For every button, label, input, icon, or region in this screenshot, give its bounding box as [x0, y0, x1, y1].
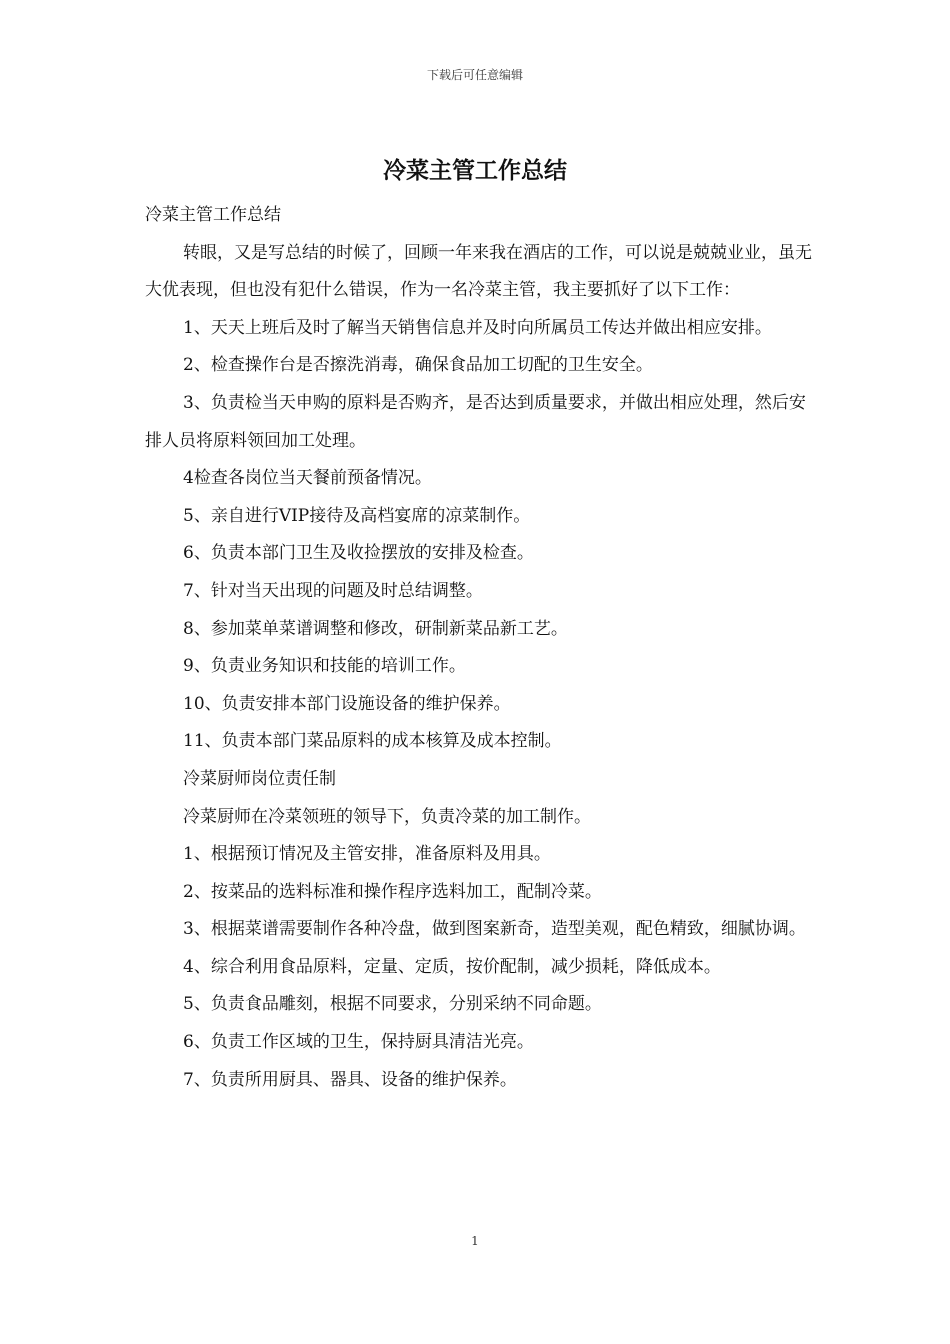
paragraph-item: 4检查各岗位当天餐前预备情况。 — [183, 468, 432, 489]
paragraph-item: 6、负责工作区域的卫生，保持厨具清洁光亮。 — [183, 1032, 534, 1053]
paragraph-item: 7、负责所用厨具、器具、设备的维护保养。 — [183, 1069, 517, 1090]
paragraph-item: 9、负责业务知识和技能的培训工作。 — [183, 656, 466, 677]
paragraph-intro: 冷菜厨师在冷菜领班的领导下，负责冷菜的加工制作。 — [183, 806, 591, 827]
paragraph-item: 7、针对当天出现的问题及时总结调整。 — [183, 580, 483, 601]
page-number: 1 — [471, 1234, 479, 1248]
paragraph-item: 10、负责安排本部门设施设备的维护保养。 — [183, 693, 511, 714]
paragraph-item: 3、负责检当天申购的原料是否购齐，是否达到质量要求，并做出相应处理，然后安排人员将原料领回加工处理。 — [145, 392, 806, 451]
paragraph-item: 5、亲自进行VIP接待及高档宴席的凉菜制作。 — [183, 505, 531, 526]
document-title: 冷菜主管工作总结 — [383, 158, 567, 184]
paragraph-item: 5、负责食品雕刻，根据不同要求，分别采纳不同命题。 — [183, 994, 602, 1015]
header-note: 下载后可任意编辑 — [426, 68, 523, 82]
paragraph-item: 11、负责本部门菜品原料的成本核算及成本控制。 — [183, 731, 562, 752]
section-heading: 冷菜厨师岗位责任制 — [183, 768, 336, 789]
paragraph-item: 6、负责本部门卫生及收捡摆放的安排及检查。 — [183, 543, 534, 564]
paragraph-item: 1、根据预订情况及主管安排，准备原料及用具。 — [183, 844, 551, 865]
paragraph-item: 3、根据菜谱需要制作各种冷盘，做到图案新奇，造型美观，配色精致，细腻协调。 — [183, 919, 806, 940]
subtitle-line: 冷菜主管工作总结 — [145, 205, 281, 225]
paragraph-item: 2、按菜品的选料标准和操作程序选料加工，配制冷菜。 — [183, 881, 602, 902]
paragraph-item: 1、天天上班后及时了解当天销售信息并及时向所属员工传达并做出相应安排。 — [183, 317, 772, 338]
paragraph-item: 8、参加菜单菜谱调整和修改，研制新菜品新工艺。 — [183, 618, 568, 639]
paragraph-item: 4、综合利用食品原料，定量、定质，按价配制，减少损耗，降低成本。 — [183, 956, 721, 977]
paragraph-intro: 转眼，又是写总结的时候了，回顾一年来我在酒店的工作，可以说是兢兢业业，虽无大优表现，但也没有犯什么错误，作为一名冷菜主管，我主要抓好了以下工作： — [145, 242, 812, 301]
paragraph-item: 2、检查操作台是否擦洗消毒，确保食品加工切配的卫生安全。 — [183, 355, 653, 376]
document-body — [145, 197, 821, 1099]
